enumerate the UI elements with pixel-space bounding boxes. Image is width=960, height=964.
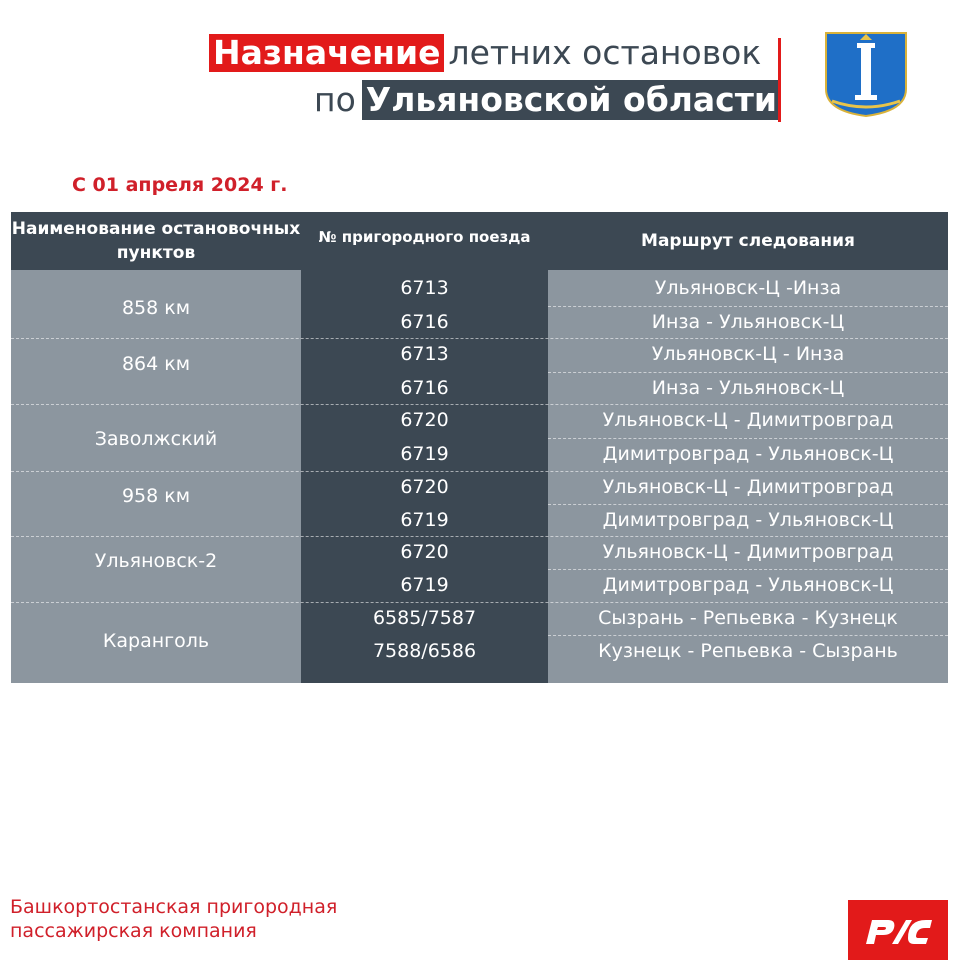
effective-date: С 01 апреля 2024 г. (72, 174, 288, 196)
train-number-cell: 6720 (400, 476, 449, 498)
title-divider (778, 38, 781, 122)
route-cell: Ульяновск-Ц - Димитровград (602, 409, 894, 431)
route-cell: Димитровград - Ульяновск-Ц (602, 574, 894, 596)
coat-of-arms-icon (824, 31, 908, 117)
row-divider (548, 504, 948, 505)
train-number-cell: 6585/7587 (372, 607, 477, 629)
route-cell: Ульяновск-Ц - Димитровград (602, 541, 894, 563)
train-number-cell: 6720 (400, 541, 449, 563)
train-number-cell: 6716 (400, 311, 449, 333)
group-divider (11, 536, 948, 537)
train-number-cell: 7588/6586 (372, 640, 477, 662)
header-stop: Наименование остановочных пунктов (11, 212, 301, 270)
rzd-logo (848, 900, 948, 960)
stop-name-cell: Карангoль (102, 630, 210, 652)
header-route: Маршрут следования (548, 212, 948, 270)
company-line-2: пассажирская компания (10, 920, 257, 942)
group-divider (11, 338, 948, 339)
row-divider (548, 372, 948, 373)
header-train: № пригородного поезда (301, 212, 548, 262)
route-cell: Ульяновск-Ц - Инза (651, 343, 845, 365)
rzd-logo-icon (848, 900, 948, 960)
group-divider (11, 602, 948, 603)
subtitle-prefix: по (314, 80, 356, 119)
route-cell: Сызрань - Репьевка - Кузнецк (598, 607, 898, 629)
row-divider (548, 306, 948, 307)
stop-name-cell: Ульяновск-2 (94, 550, 218, 572)
schedule-table (11, 212, 948, 683)
title-line-1 (209, 34, 761, 72)
row-divider (548, 569, 948, 570)
route-cell: Димитровград - Ульяновск-Ц (602, 509, 894, 531)
title-line-2 (314, 80, 781, 120)
route-cell: Инза - Ульяновск-Ц (651, 377, 845, 399)
stop-name-cell: 858 км (121, 297, 191, 319)
title-highlight: Назначение (209, 34, 444, 72)
company-line-1: Башкортостанская пригородная (10, 896, 338, 918)
stop-name-cell: 864 км (121, 353, 191, 375)
train-number-cell: 6719 (400, 443, 449, 465)
row-divider (548, 635, 948, 636)
company-name (10, 895, 337, 943)
stop-name-cell: 958 км (121, 485, 191, 507)
train-number-cell: 6713 (400, 277, 449, 299)
group-divider (11, 471, 948, 472)
train-number-cell: 6719 (400, 509, 449, 531)
train-number-cell: 6716 (400, 377, 449, 399)
train-number-cell: 6713 (400, 343, 449, 365)
group-divider (11, 404, 948, 405)
route-cell: Кузнецк - Репьевка - Сызрань (598, 640, 898, 662)
row-divider (548, 438, 948, 439)
route-cell: Ульяновск-Ц - Димитровград (602, 476, 894, 498)
route-cell: Инза - Ульяновск-Ц (651, 311, 845, 333)
train-number-cell: 6720 (400, 409, 449, 431)
stop-name-cell: Заволжский (94, 428, 218, 450)
train-number-cell: 6719 (400, 574, 449, 596)
title-rest: летних остановок (448, 33, 762, 72)
subtitle-highlight: Ульяновской области (362, 80, 781, 120)
route-cell: Ульяновск-Ц -Инза (654, 277, 842, 299)
route-cell: Димитровград - Ульяновск-Ц (602, 443, 894, 465)
